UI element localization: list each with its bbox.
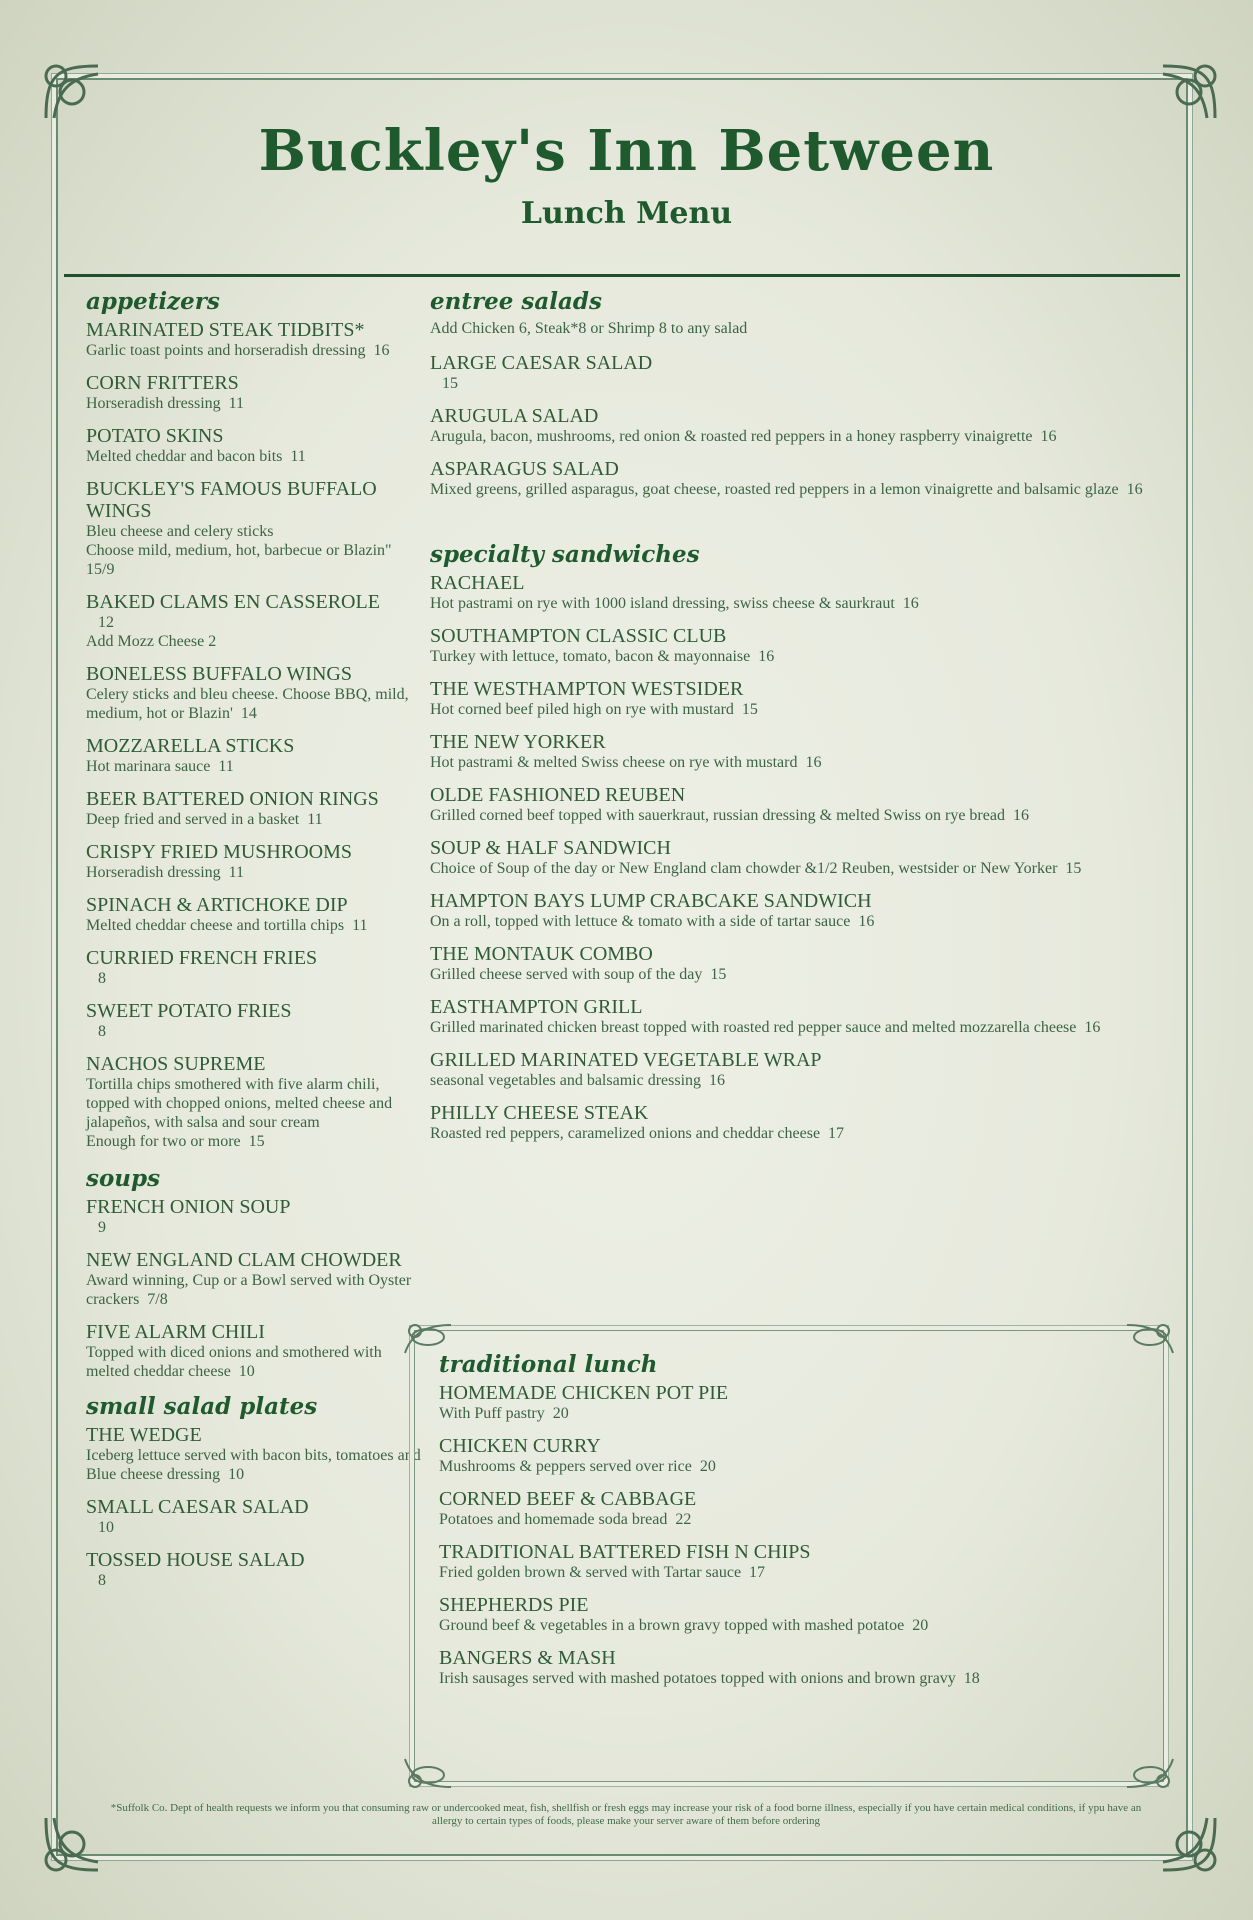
menu-item-description: Turkey with lettuce, tomato, bacon & mayonnaise 16 xyxy=(430,648,775,665)
right-column xyxy=(430,288,1150,1155)
menu-item xyxy=(86,1196,426,1237)
menu-item xyxy=(439,1594,1139,1635)
menu-item xyxy=(430,405,1150,446)
menu-item-name: CORNED BEEF & CABBAGE xyxy=(439,1488,697,1510)
menu-item-name: EASTHAMPTON GRILL xyxy=(430,996,643,1018)
menu-item xyxy=(86,947,426,988)
menu-item xyxy=(86,319,426,360)
menu-item xyxy=(430,1102,1150,1143)
entree-salads-list xyxy=(430,352,1150,499)
menu-item xyxy=(430,352,1150,393)
menu-item xyxy=(86,591,426,651)
menu-item-name: RACHAEL xyxy=(430,572,525,594)
menu-item-name: TRADITIONAL BATTERED FISH N CHIPS xyxy=(439,1541,811,1563)
menu-item xyxy=(430,943,1150,984)
menu-item-name: BONELESS BUFFALO WINGS xyxy=(86,663,352,685)
menu-item-description: Grilled cheese served with soup of the day 15 xyxy=(430,966,727,983)
menu-item-name: HAMPTON BAYS LUMP CRABCAKE SANDWICH xyxy=(430,890,872,912)
menu-item xyxy=(439,1541,1139,1582)
menu-item-name: SHEPHERDS PIE xyxy=(439,1594,589,1616)
menu-item-name: HOMEMADE CHICKEN POT PIE xyxy=(439,1382,729,1404)
menu-item-description: Mixed greens, grilled asparagus, goat cheese, roasted red peppers in a lemon vinaigrette and balsamic glaze 16 xyxy=(430,481,1143,498)
menu-item-description: Roasted red peppers, caramelized onions and cheddar cheese 17 xyxy=(430,1125,845,1142)
menu-item-name: ARUGULA SALAD xyxy=(430,405,599,427)
traditional-lunch-section xyxy=(439,1351,1139,1700)
celtic-knot-icon xyxy=(1125,1757,1175,1793)
menu-item xyxy=(86,372,426,413)
section-title: traditional lunch xyxy=(439,1351,658,1378)
sandwiches-list xyxy=(430,572,1150,1143)
menu-item xyxy=(430,996,1150,1037)
menu-item-name: OLDE FASHIONED REUBEN xyxy=(430,784,686,806)
menu-item xyxy=(86,663,426,723)
menu-item-name: SPINACH & ARTICHOKE DIP xyxy=(86,894,348,916)
menu-item-name: ASPARAGUS SALAD xyxy=(430,458,619,480)
menu-item-description: seasonal vegetables and balsamic dressing 16 xyxy=(430,1072,726,1089)
menu-item xyxy=(86,735,426,776)
menu-item-name: THE MONTAUK COMBO xyxy=(430,943,653,965)
menu-item-description: Garlic toast points and horseradish dressing 16 xyxy=(86,342,390,359)
header-divider xyxy=(64,274,1180,277)
menu-item-name: BUCKLEY'S FAMOUS BUFFALO WINGS xyxy=(86,478,377,522)
section-title: specialty sandwiches xyxy=(430,541,700,568)
menu-item-description: Iceberg lettuce served with bacon bits, tomatoes and Blue cheese dressing 10 xyxy=(86,1447,425,1483)
menu-item xyxy=(86,1249,426,1309)
menu-item-description: 8 xyxy=(86,1023,106,1040)
menu-item xyxy=(86,1053,426,1151)
menu-item-description: Choice of Soup of the day or New England clam chowder &1/2 Reuben, westsider or New Yorker 15 xyxy=(430,860,1082,877)
soups-section xyxy=(86,1165,426,1381)
menu-item xyxy=(86,478,426,579)
menu-item-description: Celery sticks and bleu cheese. Choose BBQ, mild, medium, hot or Blazin' 14 xyxy=(86,686,413,722)
menu-item-description: Hot pastrami on rye with 1000 island dressing, swiss cheese & saurkraut 16 xyxy=(430,595,919,612)
celtic-knot-icon xyxy=(403,1319,453,1355)
entree-salads-section xyxy=(430,288,1150,499)
menu-item xyxy=(439,1488,1139,1529)
sandwiches-section xyxy=(430,541,1150,1143)
menu-item-description: Horseradish dressing 11 xyxy=(86,864,245,881)
small-salads-section xyxy=(86,1393,426,1590)
health-disclaimer: *Suffolk Co. Dept of health requests we inform you that consuming raw or undercooked meat, fish, shellfish or fresh eggs may increase your risk of a food borne illness, especially if you have certain medical conditions, if ypu have an allergy to certain types of foods, please make your server aware of them before ordering xyxy=(110,1802,1142,1827)
menu-item-description: Award winning, Cup or a Bowl served with Oyster crackers 7/8 xyxy=(86,1272,416,1308)
celtic-knot-icon xyxy=(1125,1319,1175,1355)
menu-item-name: MOZZARELLA STICKS xyxy=(86,735,295,757)
traditional-lunch-box xyxy=(414,1330,1164,1782)
menu-item-name: SOUTHAMPTON CLASSIC CLUB xyxy=(430,625,727,647)
left-column xyxy=(86,288,426,1602)
menu-item-description: Arugula, bacon, mushrooms, red onion & roasted red peppers in a honey raspberry vinaigrette 16 xyxy=(430,428,1057,445)
menu-item xyxy=(430,890,1150,931)
menu-item-name: GRILLED MARINATED VEGETABLE WRAP xyxy=(430,1049,822,1071)
menu-item-name: MARINATED STEAK TIDBITS* xyxy=(86,319,365,341)
menu-item xyxy=(439,1435,1139,1476)
menu-item-description: Irish sausages served with mashed potatoes topped with onions and brown gravy 18 xyxy=(439,1670,980,1687)
menu-item-name: TOSSED HOUSE SALAD xyxy=(86,1549,305,1571)
menu-item-name: NACHOS SUPREME xyxy=(86,1053,266,1075)
celtic-knot-icon xyxy=(403,1757,453,1793)
menu-item xyxy=(86,894,426,935)
menu-item-name: CURRIED FRENCH FRIES xyxy=(86,947,318,969)
menu-item-description: 8 xyxy=(86,970,106,987)
menu-item-name: THE WEDGE xyxy=(86,1424,202,1446)
menu-item xyxy=(430,1049,1150,1090)
menu-item-description: Hot pastrami & melted Swiss cheese on rye with mustard 16 xyxy=(430,754,822,771)
section-title: small salad plates xyxy=(86,1393,318,1420)
menu-item-name: THE WESTHAMPTON WESTSIDER xyxy=(430,678,744,700)
menu-item-name: BAKED CLAMS EN CASSEROLE xyxy=(86,591,380,613)
menu-item-description: 12 Add Mozz Cheese 2 xyxy=(86,614,217,650)
menu-item xyxy=(439,1647,1139,1688)
salad-addon-note: Add Chicken 6, Steak*8 or Shrimp 8 to any salad xyxy=(430,320,748,337)
menu-item xyxy=(86,841,426,882)
menu-item-name: PHILLY CHEESE STEAK xyxy=(430,1102,649,1124)
menu-item xyxy=(430,678,1150,719)
menu-item-name: NEW ENGLAND CLAM CHOWDER xyxy=(86,1249,402,1271)
menu-item-description: 15 xyxy=(430,375,458,392)
menu-item xyxy=(86,788,426,829)
page-subtitle: Lunch Menu xyxy=(520,196,733,231)
menu-item xyxy=(430,837,1150,878)
traditional-list xyxy=(439,1382,1139,1688)
menu-item-description: On a roll, topped with lettuce & tomato with a side of tartar sauce 16 xyxy=(430,913,875,930)
menu-item-description: Topped with diced onions and smothered with melted cheddar cheese 10 xyxy=(86,1344,386,1380)
menu-item xyxy=(430,572,1150,613)
menu-item xyxy=(86,1321,426,1381)
soups-list xyxy=(86,1196,426,1381)
menu-item-name: FRENCH ONION SOUP xyxy=(86,1196,291,1218)
menu-item-description: Potatoes and homemade soda bread 22 xyxy=(439,1511,692,1528)
menu-item xyxy=(86,1000,426,1041)
menu-item xyxy=(430,731,1150,772)
menu-item-name: LARGE CAESAR SALAD xyxy=(430,352,653,374)
menu-item-name: CORN FRITTERS xyxy=(86,372,239,394)
menu-item-description: 9 xyxy=(86,1219,106,1236)
menu-item-description: Hot corned beef piled high on rye with mustard 15 xyxy=(430,701,758,718)
menu-item xyxy=(86,425,426,466)
menu-item-description: 8 xyxy=(86,1572,106,1589)
menu-item-description: Bleu cheese and celery sticks Choose mild, medium, hot, barbecue or Blazin" 15/9 xyxy=(86,523,392,578)
section-title: entree salads xyxy=(430,288,602,315)
menu-item-description: Melted cheddar and bacon bits 11 xyxy=(86,448,306,465)
menu-item-description: Hot marinara sauce 11 xyxy=(86,758,234,775)
menu-item-name: CHICKEN CURRY xyxy=(439,1435,601,1457)
menu-item xyxy=(86,1549,426,1590)
menu-item xyxy=(439,1382,1139,1423)
menu-item-name: SMALL CAESAR SALAD xyxy=(86,1496,309,1518)
menu-item xyxy=(430,625,1150,666)
menu-item xyxy=(86,1496,426,1537)
menu-item-description: Mushrooms & peppers served over rice 20 xyxy=(439,1458,716,1475)
menu-item-description: Tortilla chips smothered with five alarm chili, topped with chopped onions, melted cheese and jalapeños, with salsa and sour cream Enough for two or more 15 xyxy=(86,1076,393,1150)
menu-item-name: SWEET POTATO FRIES xyxy=(86,1000,292,1022)
menu-item-description: Grilled corned beef topped with sauerkraut, russian dressing & melted Swiss on rye bread 16 xyxy=(430,807,1029,824)
menu-item-description: Horseradish dressing 11 xyxy=(86,395,245,412)
menu-item-description: Fried golden brown & served with Tartar sauce 17 xyxy=(439,1564,766,1581)
menu-item-description: With Puff pastry 20 xyxy=(439,1405,569,1422)
menu-item-description: Melted cheddar cheese and tortilla chips 11 xyxy=(86,917,368,934)
menu-item-description: 10 xyxy=(86,1519,114,1536)
section-title: soups xyxy=(86,1165,161,1192)
menu-item-name: THE NEW YORKER xyxy=(430,731,606,753)
menu-item-name: CRISPY FRIED MUSHROOMS xyxy=(86,841,352,863)
menu-item-name: BEER BATTERED ONION RINGS xyxy=(86,788,379,810)
appetizers-section xyxy=(86,288,426,1151)
menu-item-name: POTATO SKINS xyxy=(86,425,224,447)
section-title: appetizers xyxy=(86,288,220,315)
menu-item-name: FIVE ALARM CHILI xyxy=(86,1321,265,1343)
celtic-knot-icon xyxy=(1153,1808,1225,1880)
page-title: Buckley's Inn Between xyxy=(258,118,995,184)
menu-item xyxy=(430,458,1150,499)
menu-item-description: Deep fried and served in a basket 11 xyxy=(86,811,323,828)
menu-item xyxy=(86,1424,426,1484)
menu-item-name: SOUP & HALF SANDWICH xyxy=(430,837,671,859)
menu-item xyxy=(430,784,1150,825)
small-salads-list xyxy=(86,1424,426,1590)
menu-item-name: BANGERS & MASH xyxy=(439,1647,616,1669)
appetizers-list xyxy=(86,319,426,1151)
menu-item-description: Ground beef & vegetables in a brown gravy topped with mashed potatoe 20 xyxy=(439,1617,929,1634)
menu-item-description: Grilled marinated chicken breast topped with roasted red pepper sauce and melted mozzarella cheese 16 xyxy=(430,1019,1101,1036)
